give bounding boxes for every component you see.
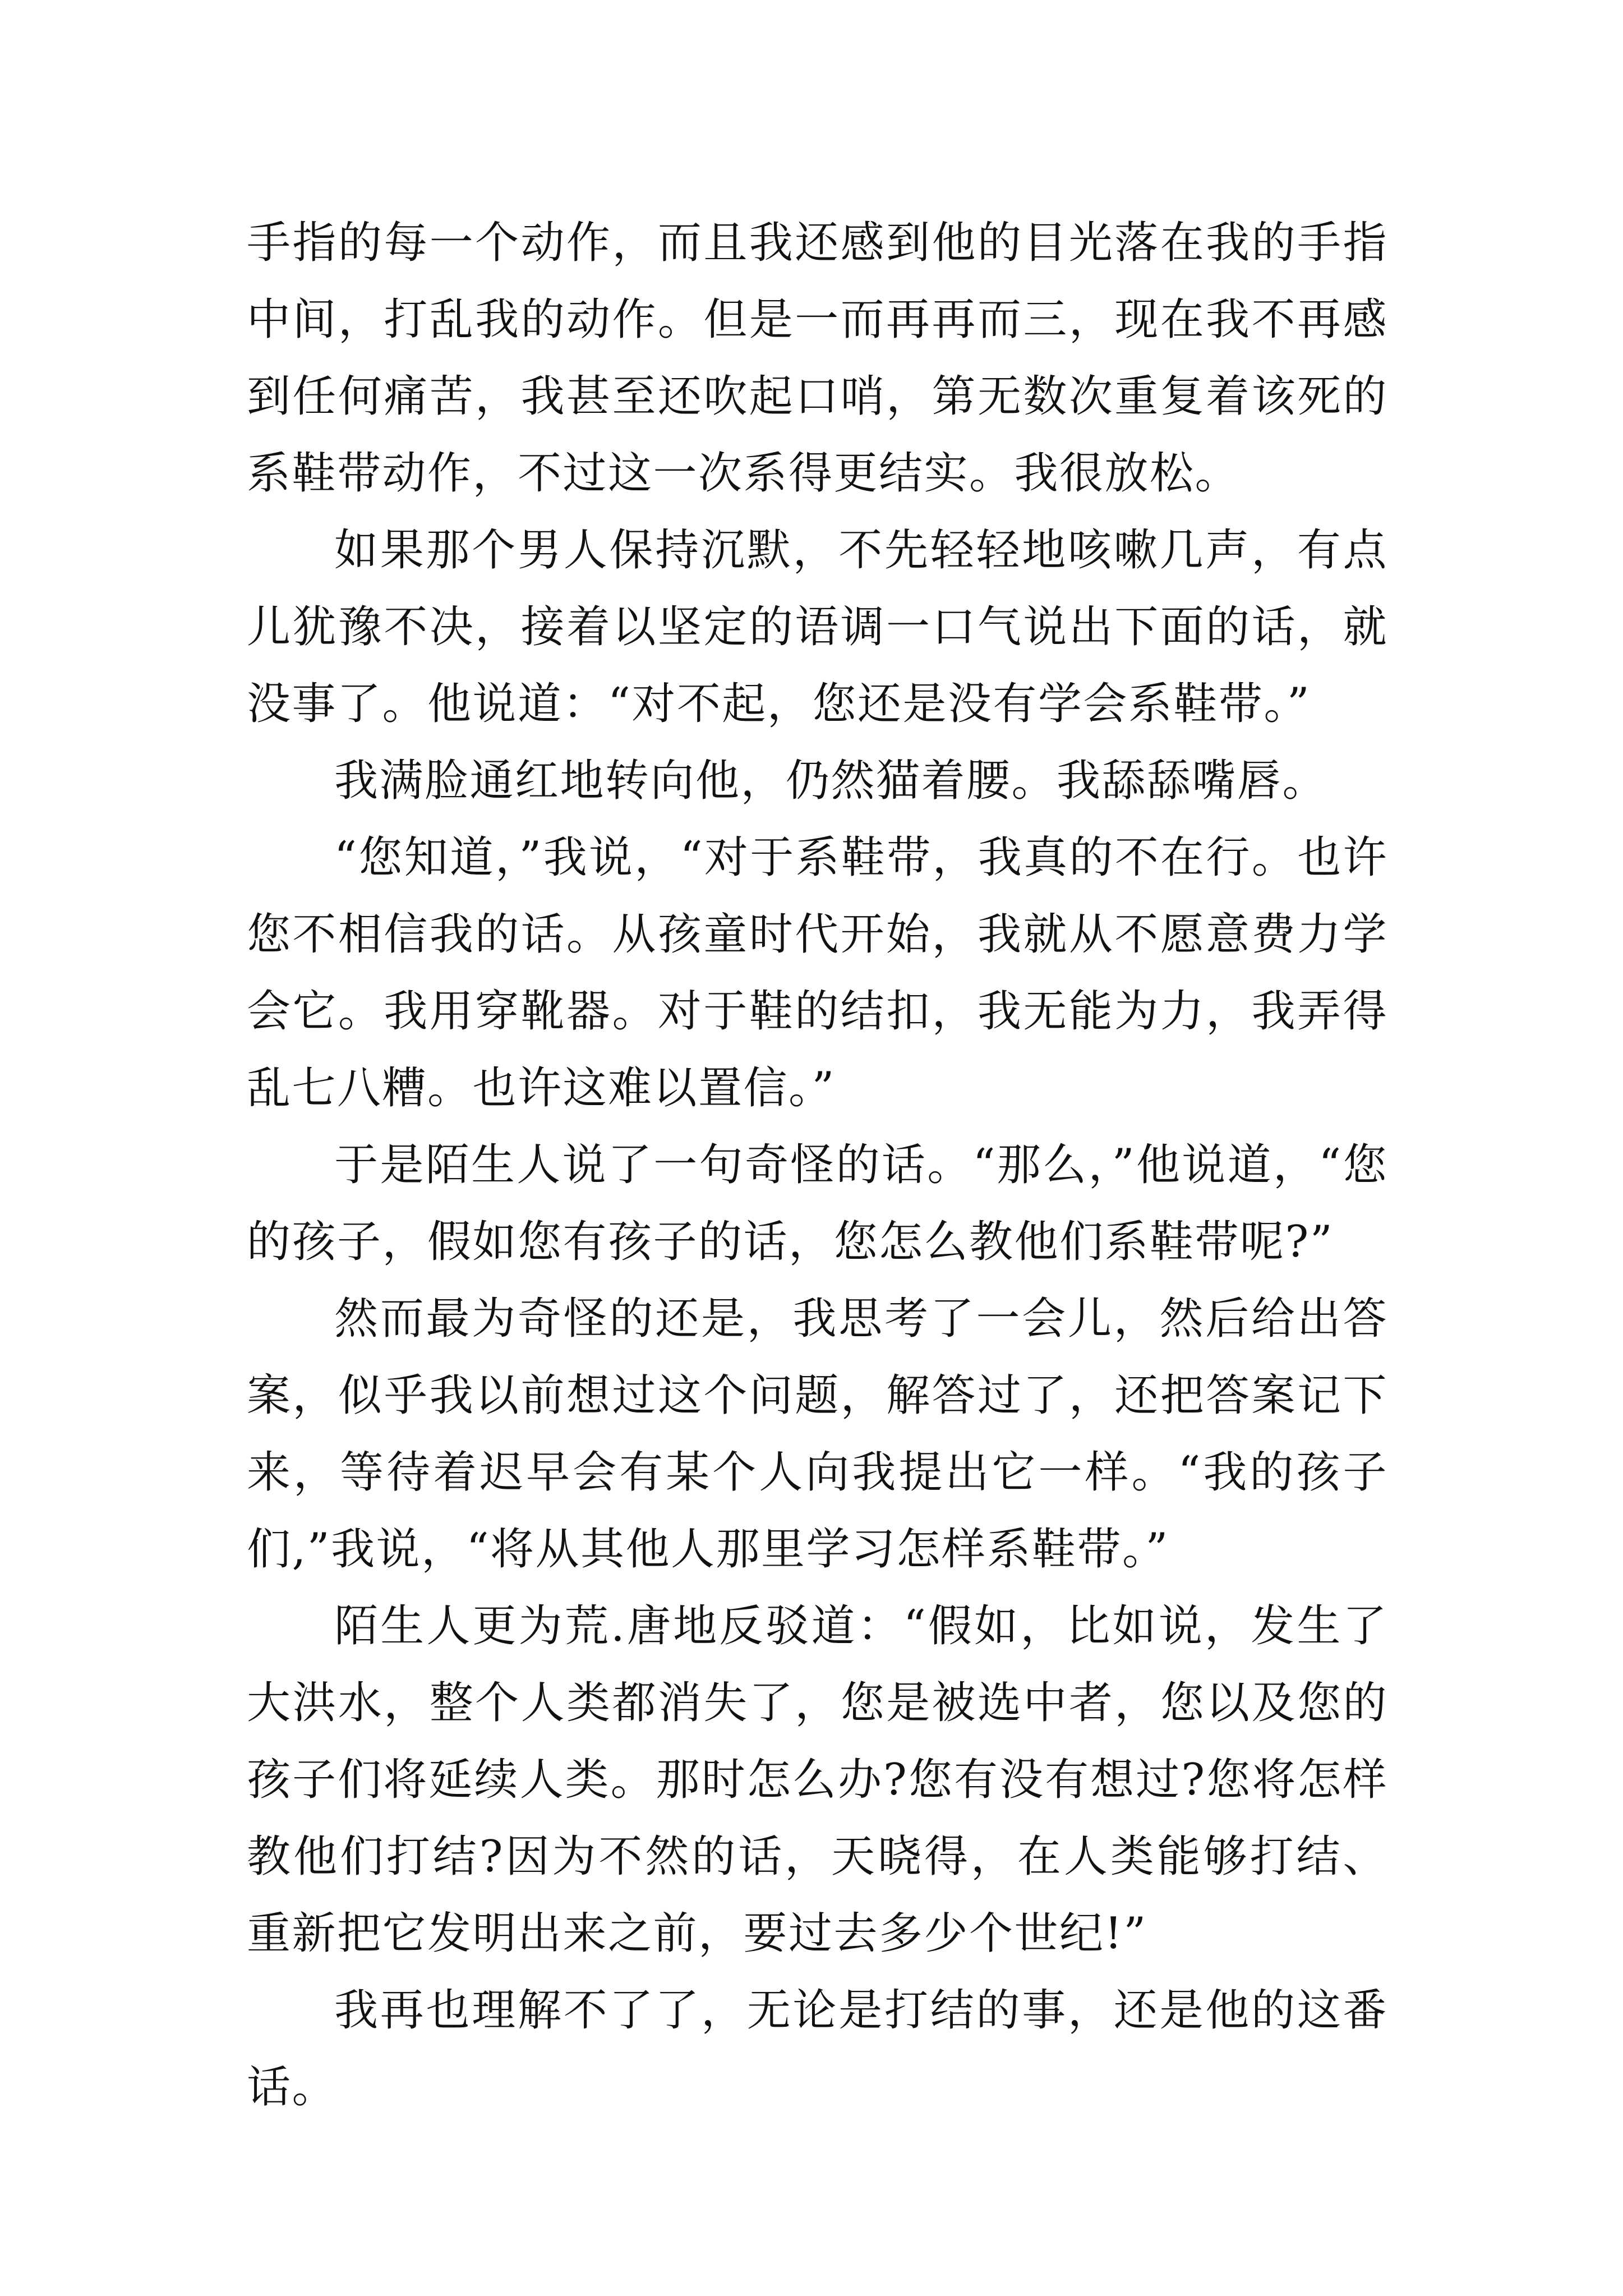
paragraph-2: 如果那个男人保持沉默，不先轻轻地咳嗽几声，有点儿犹豫不决，接着以坚定的语调一口气说出下面的话，就没事了。他说道：“对不起，您还是没有学会系鞋带。” xyxy=(247,525,1388,729)
body-text xyxy=(247,205,1388,2126)
paragraph-8: 我再也理解不了了，无论是打结的事，还是他的这番话。 xyxy=(247,1985,1388,2113)
paragraph-4: “您知道，”我说，“对于系鞋带，我真的不在行。也许您不相信我的话。从孩童时代开始，我就从不愿意费力学会它。我用穿靴器。对于鞋的结扣，我无能为力，我弄得乱七八糟。也许这难以置信。” xyxy=(247,832,1388,1114)
paragraph-5: 于是陌生人说了一句奇怪的话。“那么，”他说道，“您的孩子，假如您有孩子的话，您怎么教他们系鞋带呢?” xyxy=(247,1140,1388,1267)
paragraph-6: 然而最为奇怪的还是，我思考了一会儿，然后给出答案，似乎我以前想过这个问题，解答过了，还把答案记下来，等待着迟早会有某个人向我提出它一样。“我的孩子们,”我说，“将从其他人那里学习怎样系鞋带。” xyxy=(247,1294,1388,1575)
paragraph-1: 手指的每一个动作，而且我还感到他的目光落在我的手指中间，打乱我的动作。但是一而再再而三，现在我不再感到任何痛苦，我甚至还吹起口哨，第无数次重复着该死的系鞋带动作，不过这一次系得更结实。我很放松。 xyxy=(247,218,1388,499)
paragraph-3: 我满脸通红地转向他，仍然猫着腰。我舔舔嘴唇。 xyxy=(334,756,1328,806)
paragraph-7: 陌生人更为荒.唐地反驳道：“假如，比如说，发生了大洪水，整个人类都消失了，您是被选中者，您以及您的孩子们将延续人类。那时怎么办?您有没有想过?您将怎样教他们打结?因为不然的话，天晓得，在人类能够打结、重新把它发明出来之前，要过去多少个世纪!” xyxy=(247,1601,1388,1959)
